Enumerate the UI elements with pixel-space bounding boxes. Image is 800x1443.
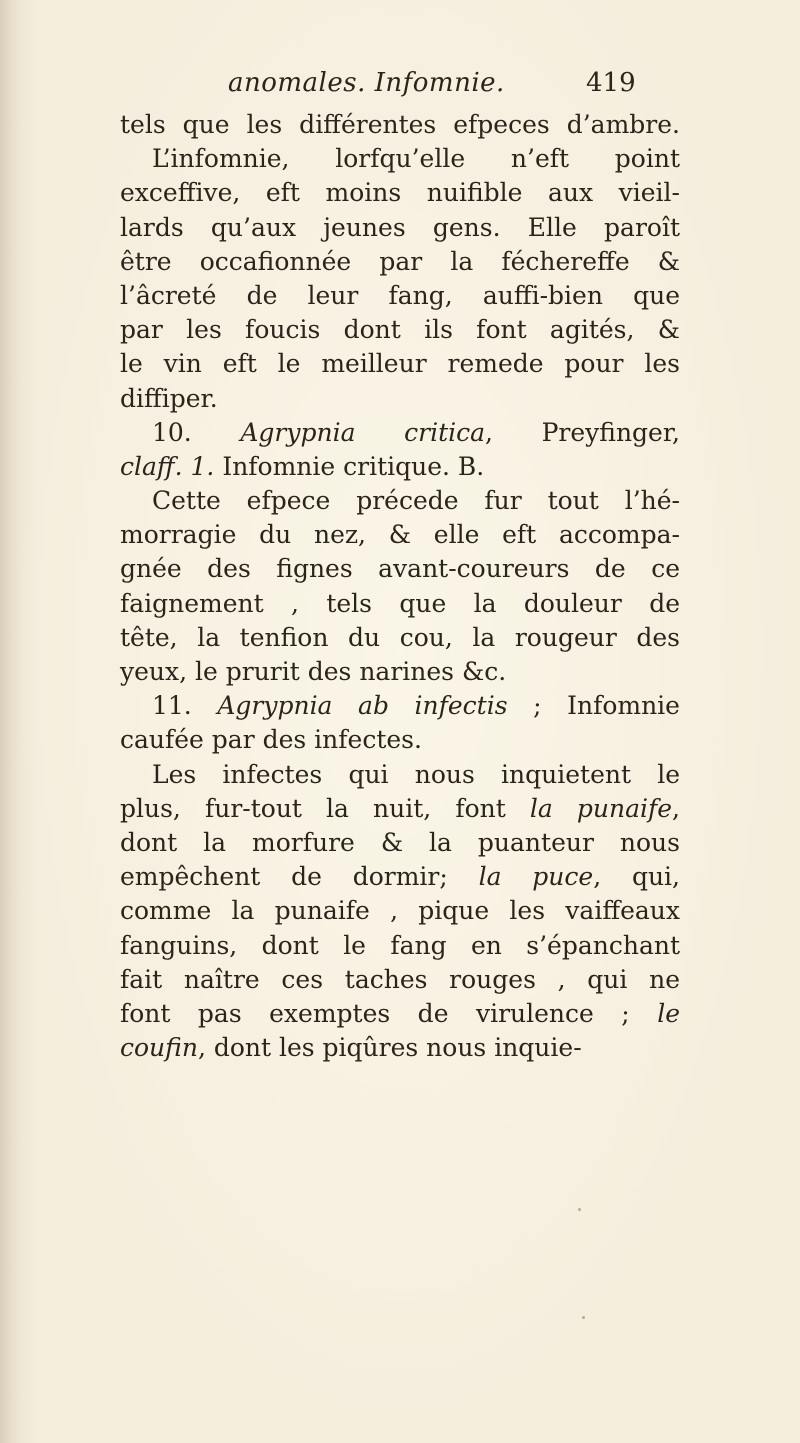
running-head: anomales. Infomnie.: [228, 68, 505, 98]
text-segment: caufée par des infectes.: [120, 725, 422, 755]
text-segment: gnée des fignes avant-coureurs de ce: [120, 554, 680, 584]
text-line: [120, 245, 680, 279]
page-header: [0, 62, 800, 112]
text-segment: tels que les différentes efpeces d’ambre.: [120, 110, 680, 139]
italic-text: Agrypnia ab infectis: [217, 691, 508, 721]
text-line: [120, 655, 680, 689]
text-segment: morragie du nez, & elle eft accompa-: [120, 520, 680, 550]
italic-text: la puce: [478, 862, 594, 892]
text-line: [120, 484, 680, 518]
text-line: [120, 621, 680, 655]
page-gutter: [0, 0, 22, 1443]
text-line: [120, 176, 680, 210]
section-heading-line: [120, 416, 680, 450]
text-segment: Cette efpece précede fur tout l’hé-: [152, 486, 680, 516]
italic-text: le: [657, 998, 680, 1028]
text-segment: ; Infomnie: [507, 691, 680, 721]
text-segment: le vin eft le meilleur remede pour les: [120, 349, 680, 379]
text-line: [120, 587, 680, 621]
text-segment: 11.: [152, 691, 218, 721]
text-segment: yeux, le prurit des narines &c.: [120, 657, 507, 686]
text-segment: être occafionnée par la féchereffe &: [120, 246, 680, 276]
text-line: [120, 313, 680, 347]
text-segment: Infomnie critique. B.: [214, 451, 485, 481]
text-line: [120, 211, 680, 245]
text-segment: ,: [672, 793, 680, 823]
text-segment: lards qu’aux jeunes gens. Elle paroît: [120, 212, 680, 242]
text-segment: tête, la tenfion du cou, la rougeur des: [120, 622, 680, 652]
text-segment: exceffive, eft moins nuifible aux vieil-: [120, 178, 680, 208]
paper-speck: [582, 1316, 585, 1319]
page-number: 419: [586, 68, 636, 98]
text-line: [120, 142, 680, 176]
italic-text: coufin: [120, 1033, 198, 1063]
text-segment: , dont les piqûres nous inquie-: [197, 1033, 582, 1063]
text-line: [120, 929, 680, 963]
text-line: [120, 279, 680, 313]
text-segment: dont la morfure & la puanteur nous: [120, 827, 680, 857]
text-segment: plus, fur-tout la nuit, font: [120, 793, 530, 823]
text-line: [120, 552, 680, 586]
text-line: [120, 792, 680, 826]
text-segment: , qui,: [593, 862, 680, 892]
paper-speck: [578, 1208, 581, 1211]
section-heading-line: [120, 689, 680, 723]
text-segment: comme la punaife , pique les vaiffeaux: [120, 896, 680, 926]
text-segment: Les infectes qui nous inquietent le: [152, 759, 680, 789]
text-line: [120, 860, 680, 894]
text-line: [120, 518, 680, 552]
text-segment: fait naître ces taches rouges , qui ne: [120, 964, 680, 994]
text-line: [120, 826, 680, 860]
text-segment: font pas exemptes de virulence ;: [120, 998, 658, 1028]
text-line: [120, 1031, 680, 1065]
text-segment: , Preyfinger,: [485, 417, 681, 447]
italic-text: la punaife: [529, 793, 673, 823]
text-line: [120, 723, 680, 757]
text-segment: fanguins, dont le fang en s’épanchant: [120, 930, 680, 960]
text-segment: l’âcreté de leur fang, auffi-bien que: [120, 280, 680, 310]
text-line: [120, 997, 680, 1031]
body-text: [120, 108, 680, 1065]
text-line: [120, 894, 680, 928]
text-segment: L’infomnie, lorfqu’elle n’eft point: [152, 144, 680, 174]
italic-text: claff. 1.: [120, 451, 215, 481]
text-line: [120, 758, 680, 792]
text-segment: diffiper.: [120, 383, 218, 413]
italic-text: Agrypnia critica: [240, 417, 486, 447]
text-line: [120, 963, 680, 997]
text-line: [120, 382, 680, 416]
text-segment: empêchent de dormir;: [120, 862, 479, 892]
text-segment: par les foucis dont ils font agités, &: [120, 315, 680, 345]
text-line: [120, 108, 680, 142]
text-line: [120, 450, 680, 484]
text-line: [120, 347, 680, 381]
text-segment: 10.: [152, 417, 241, 447]
text-segment: faignement , tels que la douleur de: [120, 588, 680, 618]
